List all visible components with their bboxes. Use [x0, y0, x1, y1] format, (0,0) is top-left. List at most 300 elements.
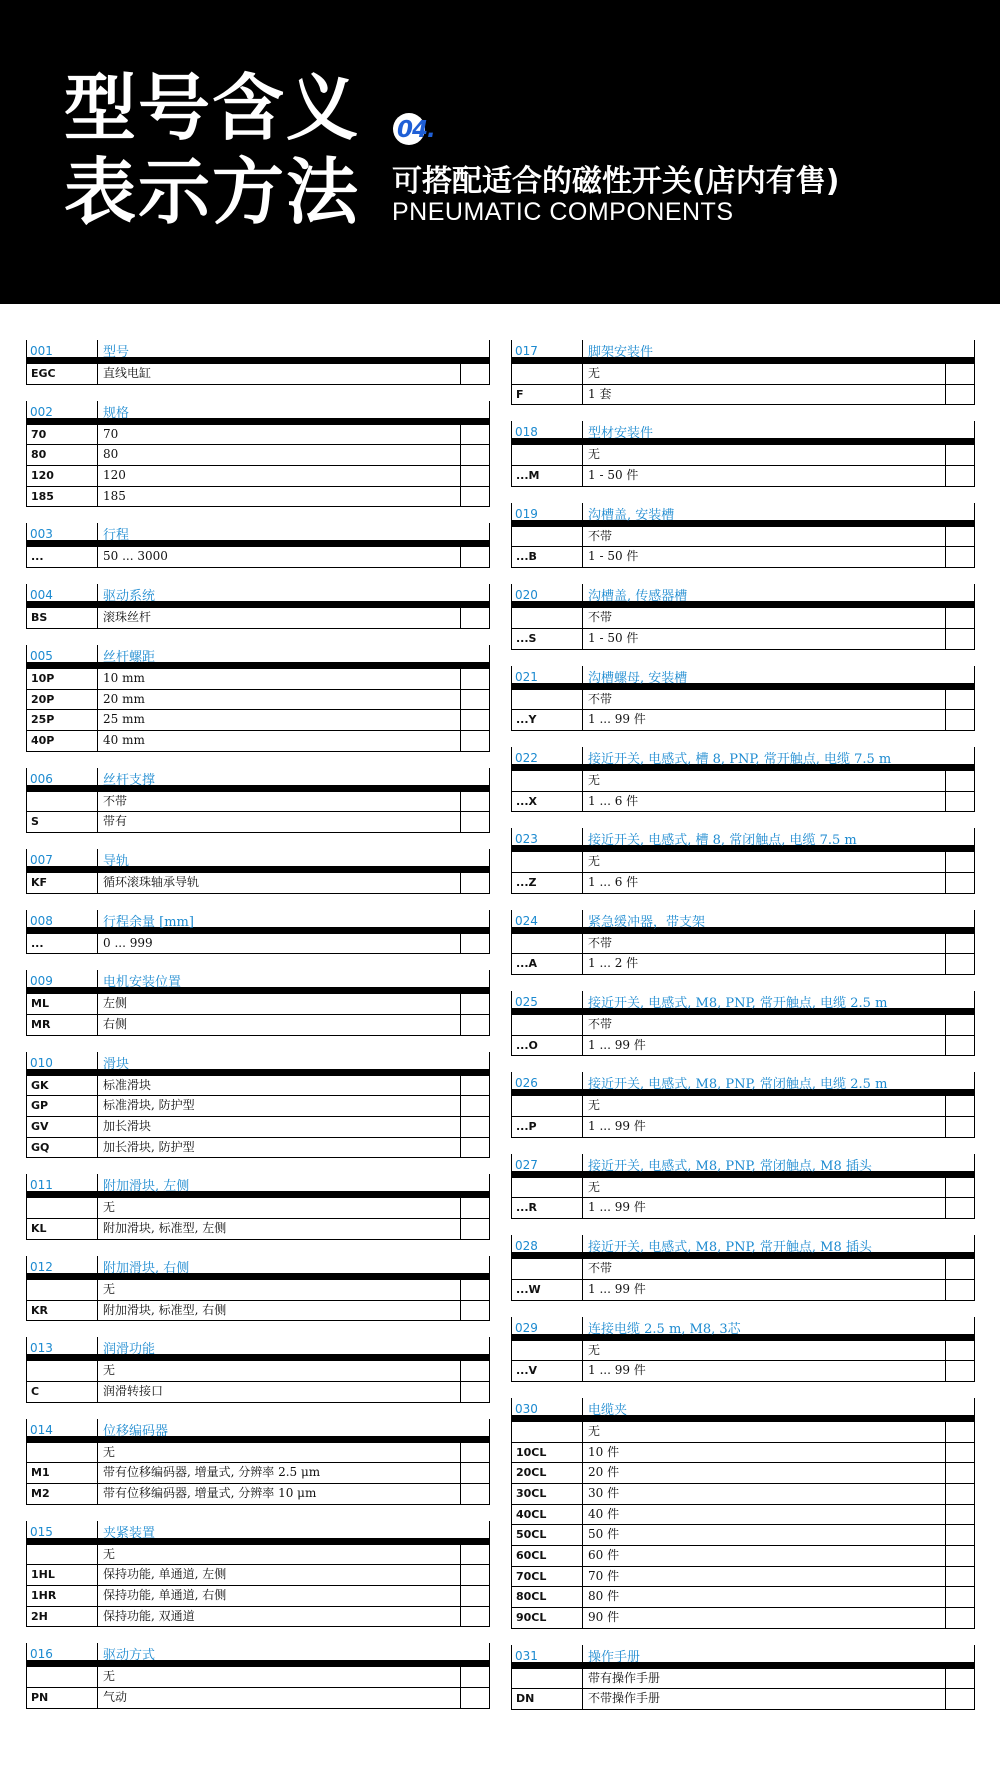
option-description: 带有操作手册 — [583, 1669, 946, 1689]
option-description: 1 - 50 件 — [583, 547, 946, 567]
section-number: 010 — [30, 1055, 53, 1070]
option-description: 20 件 — [583, 1463, 946, 1483]
option-code — [27, 1443, 98, 1463]
empty-cell — [461, 547, 489, 567]
divider-line — [511, 666, 512, 690]
empty-cell — [461, 1219, 489, 1239]
option-code — [27, 1280, 98, 1300]
divider-line — [26, 1052, 27, 1076]
divider-line — [26, 584, 27, 608]
table-row — [511, 1036, 975, 1057]
option-section — [26, 1417, 490, 1505]
option-section — [26, 1050, 490, 1159]
empty-cell — [946, 364, 974, 384]
option-code: KR — [27, 1301, 98, 1321]
divider-line — [582, 503, 583, 527]
option-code: ... — [27, 934, 98, 954]
empty-cell — [461, 1607, 489, 1627]
table-row — [26, 792, 490, 813]
section-header — [511, 908, 975, 934]
option-description: 保持功能, 双通道 — [98, 1607, 461, 1627]
divider-line — [489, 910, 490, 934]
table-row — [26, 364, 490, 385]
option-section — [511, 826, 975, 893]
section-title: 沟槽螺母, 安装槽 — [588, 670, 688, 686]
empty-cell — [946, 1259, 974, 1279]
option-description: 70 — [98, 425, 461, 445]
option-description: 无 — [583, 445, 946, 465]
divider-line — [511, 1072, 512, 1096]
option-section — [511, 501, 975, 568]
divider-line — [26, 645, 27, 669]
table-row — [26, 1361, 490, 1382]
option-code: MR — [27, 1015, 98, 1035]
divider-line — [582, 828, 583, 852]
divider-line — [97, 1256, 98, 1280]
empty-cell — [461, 1280, 489, 1300]
section-title: 丝杆螺距 — [103, 649, 156, 665]
empty-cell — [461, 425, 489, 445]
divider-line — [511, 1154, 512, 1178]
option-code: 120 — [27, 466, 98, 486]
divider-line — [97, 1337, 98, 1361]
section-number: 012 — [30, 1259, 53, 1274]
divider-line — [489, 340, 490, 364]
divider-line — [26, 1419, 27, 1443]
option-code: F — [512, 385, 583, 405]
section-title: 操作手册 — [588, 1649, 641, 1665]
option-code: 70 — [27, 425, 98, 445]
empty-cell — [946, 1341, 974, 1361]
section-number: 015 — [30, 1524, 53, 1539]
section-number: 006 — [30, 771, 53, 786]
option-code: 1HL — [27, 1565, 98, 1585]
divider-line — [974, 1645, 975, 1669]
option-description: 无 — [98, 1198, 461, 1218]
table-row — [26, 731, 490, 752]
option-section — [26, 399, 490, 508]
divider-line — [97, 401, 98, 425]
divider-line — [511, 1235, 512, 1259]
option-code: M2 — [27, 1484, 98, 1504]
table-row — [26, 1096, 490, 1117]
table-row — [511, 1689, 975, 1710]
option-code: 90CL — [512, 1608, 583, 1628]
divider-line — [511, 828, 512, 852]
table-row — [26, 466, 490, 487]
empty-cell — [461, 1015, 489, 1035]
option-code: 30CL — [512, 1484, 583, 1504]
option-section — [511, 664, 975, 731]
divider-line — [489, 970, 490, 994]
option-code: S — [27, 812, 98, 832]
empty-cell — [461, 1443, 489, 1463]
divider-line — [974, 421, 975, 445]
table-row — [26, 487, 490, 508]
empty-cell — [946, 466, 974, 486]
option-description: 1 ... 99 件 — [583, 1036, 946, 1056]
section-header — [26, 968, 490, 994]
option-code — [512, 1178, 583, 1198]
option-code: EGC — [27, 364, 98, 384]
empty-cell — [461, 1565, 489, 1585]
section-number: 001 — [30, 344, 53, 358]
option-description: 附加滑块, 标准型, 左侧 — [98, 1219, 461, 1239]
option-code: 40CL — [512, 1505, 583, 1525]
option-description: 带有位移编码器, 增量式, 分辨率 2.5 μm — [98, 1463, 461, 1483]
option-description: 无 — [583, 364, 946, 384]
option-description: 不带 — [583, 934, 946, 954]
table-row — [26, 445, 490, 466]
option-description: 50 件 — [583, 1525, 946, 1545]
divider-line — [97, 1643, 98, 1667]
divider-line — [26, 523, 27, 547]
empty-cell — [461, 1138, 489, 1158]
section-title: 接近开关, 电感式, M8, PNP, 常闭触点, 电缆 2.5 m — [588, 1077, 888, 1093]
section-number: 004 — [30, 588, 53, 603]
empty-cell — [946, 629, 974, 649]
option-description: 无 — [98, 1280, 461, 1300]
option-description: 滚珠丝杆 — [98, 608, 461, 628]
divider-line — [582, 340, 583, 364]
section-title: 驱动系统 — [103, 589, 156, 605]
empty-cell — [461, 1076, 489, 1096]
option-description: 1 ... 99 件 — [583, 710, 946, 730]
table-row — [26, 608, 490, 629]
divider-line — [582, 1072, 583, 1096]
option-description: 加长滑块, 防护型 — [98, 1138, 461, 1158]
option-description: 90 件 — [583, 1608, 946, 1628]
option-description: 保持功能, 单通道, 左侧 — [98, 1565, 461, 1585]
option-code: 80 — [27, 445, 98, 465]
section-number: 023 — [515, 832, 538, 847]
option-section — [511, 338, 975, 405]
subtitle-english: PNEUMATIC COMPONENTS — [392, 198, 734, 226]
empty-cell — [461, 873, 489, 893]
empty-cell — [461, 1361, 489, 1381]
section-title: 型号 — [103, 345, 130, 360]
table-row — [511, 1198, 975, 1219]
option-code: ...V — [512, 1361, 583, 1381]
table-row — [26, 669, 490, 690]
section-title: 驱动方式 — [103, 1648, 156, 1664]
empty-cell — [461, 487, 489, 507]
section-title: 附加滑块, 右侧 — [103, 1260, 190, 1276]
table-row — [511, 1096, 975, 1117]
table-row — [26, 934, 490, 955]
section-title: 沟槽盖, 安装槽 — [588, 507, 675, 523]
option-description: 直线电缸 — [98, 364, 461, 384]
empty-cell — [461, 669, 489, 689]
divider-line — [97, 849, 98, 873]
option-code: 10P — [27, 669, 98, 689]
table-row — [26, 1484, 490, 1505]
section-number: 020 — [515, 588, 538, 603]
empty-cell — [946, 547, 974, 567]
table-row — [26, 690, 490, 711]
section-title: 沟槽盖, 传感器槽 — [588, 589, 688, 605]
section-number: 021 — [515, 669, 538, 684]
table-row — [511, 934, 975, 955]
option-code: GP — [27, 1096, 98, 1116]
section-header — [511, 745, 975, 771]
empty-cell — [461, 1198, 489, 1218]
divider-line — [511, 747, 512, 771]
empty-cell — [461, 608, 489, 628]
option-description: 无 — [98, 1443, 461, 1463]
option-section — [511, 1396, 975, 1629]
option-code — [512, 1341, 583, 1361]
section-number: 027 — [515, 1157, 538, 1172]
divider-line — [97, 1521, 98, 1545]
section-title: 导轨 — [103, 853, 130, 869]
option-description: 1 ... 2 件 — [583, 954, 946, 974]
option-section — [26, 338, 490, 385]
option-description: 润滑转接口 — [98, 1382, 461, 1402]
page-title — [64, 66, 360, 234]
option-section — [511, 989, 975, 1056]
right-column — [511, 338, 975, 1724]
table-row — [511, 445, 975, 466]
divider-line — [26, 1643, 27, 1667]
table-row — [511, 1587, 975, 1608]
option-description: 1 ... 99 件 — [583, 1361, 946, 1381]
divider-line — [511, 1317, 512, 1341]
section-header — [26, 1254, 490, 1280]
left-column — [26, 338, 490, 1723]
divider-line — [97, 1174, 98, 1198]
option-code: 185 — [27, 487, 98, 507]
divider-line — [582, 1645, 583, 1669]
empty-cell — [946, 934, 974, 954]
section-header — [26, 643, 490, 669]
divider-line — [26, 401, 27, 425]
section-header — [511, 664, 975, 690]
option-section — [511, 1152, 975, 1219]
empty-cell — [946, 1689, 974, 1709]
divider-line — [26, 849, 27, 873]
option-description: 无 — [583, 1096, 946, 1116]
option-code: 25P — [27, 710, 98, 730]
title-line-1: 型号含义 — [64, 66, 361, 150]
divider-line — [26, 768, 27, 792]
table-row — [511, 873, 975, 894]
table-row — [26, 1565, 490, 1586]
section-title: 行程余量 [mm] — [103, 914, 194, 930]
section-header — [511, 1643, 975, 1669]
table-row — [511, 1422, 975, 1443]
option-section — [511, 1643, 975, 1710]
option-description: 0 ... 999 — [98, 934, 461, 954]
option-code: 10CL — [512, 1443, 583, 1463]
empty-cell — [461, 1301, 489, 1321]
option-description: 10 mm — [98, 669, 461, 689]
option-section — [26, 1641, 490, 1708]
option-description: 25 mm — [98, 710, 461, 730]
option-code — [512, 364, 583, 384]
option-code: 2H — [27, 1607, 98, 1627]
empty-cell — [461, 710, 489, 730]
option-description: 1 ... 99 件 — [583, 1198, 946, 1218]
empty-cell — [946, 1280, 974, 1300]
option-description: 无 — [98, 1361, 461, 1381]
divider-line — [582, 1235, 583, 1259]
empty-cell — [946, 954, 974, 974]
section-header — [26, 847, 490, 873]
section-number: 029 — [515, 1320, 538, 1335]
empty-cell — [461, 812, 489, 832]
section-number: 026 — [515, 1076, 538, 1091]
option-description: 不带 — [583, 608, 946, 628]
section-number: 013 — [30, 1341, 53, 1356]
option-code — [27, 1198, 98, 1218]
divider-line — [974, 828, 975, 852]
subtitle: 可搭配适合的磁性开关(店内有售) — [392, 164, 840, 199]
empty-cell — [946, 1484, 974, 1504]
section-title: 润滑功能 — [103, 1342, 156, 1358]
option-description: 不带 — [583, 527, 946, 547]
option-description: 80 件 — [583, 1587, 946, 1607]
option-description: 气动 — [98, 1688, 461, 1708]
option-description: 60 件 — [583, 1546, 946, 1566]
option-code: KF — [27, 873, 98, 893]
option-section — [511, 582, 975, 649]
section-header — [511, 582, 975, 608]
option-code: PN — [27, 1688, 98, 1708]
table-row — [511, 1178, 975, 1199]
option-description: 80 — [98, 445, 461, 465]
option-code: M1 — [27, 1463, 98, 1483]
option-section — [26, 643, 490, 752]
divider-line — [489, 584, 490, 608]
option-section — [511, 908, 975, 975]
option-section — [26, 968, 490, 1035]
divider-line — [511, 584, 512, 608]
section-title: 接近开关, 电感式, M8, PNP, 常开触点, M8 插头 — [588, 1240, 872, 1256]
option-section — [511, 745, 975, 812]
option-code: GV — [27, 1117, 98, 1137]
option-description: 1 ... 6 件 — [583, 792, 946, 812]
empty-cell — [461, 1096, 489, 1116]
empty-cell — [946, 792, 974, 812]
divider-line — [97, 768, 98, 792]
table-row — [511, 547, 975, 568]
option-section — [26, 908, 490, 955]
divider-line — [489, 401, 490, 425]
divider-line — [974, 584, 975, 608]
table-row — [511, 710, 975, 731]
divider-line — [97, 910, 98, 934]
table-row — [511, 527, 975, 548]
empty-cell — [461, 792, 489, 812]
table-row — [511, 1117, 975, 1138]
table-row — [511, 1443, 975, 1464]
divider-line — [511, 991, 512, 1015]
section-header — [26, 1519, 490, 1545]
divider-line — [26, 340, 27, 364]
divider-line — [582, 1398, 583, 1422]
table-row — [26, 547, 490, 568]
option-code: BS — [27, 608, 98, 628]
divider-line — [511, 1645, 512, 1669]
table-row — [26, 1138, 490, 1159]
option-description: 40 件 — [583, 1505, 946, 1525]
divider-line — [97, 1419, 98, 1443]
option-code: 70CL — [512, 1567, 583, 1587]
option-code: DN — [512, 1689, 583, 1709]
option-description: 不带 — [583, 1259, 946, 1279]
option-description: 30 件 — [583, 1484, 946, 1504]
empty-cell — [946, 1198, 974, 1218]
section-number: 016 — [30, 1647, 53, 1662]
empty-cell — [946, 771, 974, 791]
divider-line — [97, 970, 98, 994]
section-title: 接近开关, 电感式, M8, PNP, 常闭触点, M8 插头 — [588, 1158, 872, 1174]
option-description: 无 — [98, 1545, 461, 1565]
option-code — [27, 1361, 98, 1381]
divider-line — [489, 1174, 490, 1198]
option-code: C — [27, 1382, 98, 1402]
empty-cell — [946, 1505, 974, 1525]
section-header — [511, 1152, 975, 1178]
table-row — [26, 1545, 490, 1566]
divider-line — [489, 1256, 490, 1280]
empty-cell — [946, 710, 974, 730]
table-row — [511, 1669, 975, 1690]
empty-cell — [946, 1567, 974, 1587]
option-code — [512, 608, 583, 628]
divider-line — [974, 910, 975, 934]
empty-cell — [946, 1096, 974, 1116]
divider-line — [974, 1317, 975, 1341]
option-description: 不带操作手册 — [583, 1689, 946, 1709]
option-code: 80CL — [512, 1587, 583, 1607]
empty-cell — [461, 445, 489, 465]
option-description: 10 件 — [583, 1443, 946, 1463]
option-description: 40 mm — [98, 731, 461, 751]
divider-line — [582, 910, 583, 934]
divider-line — [582, 747, 583, 771]
option-code — [27, 1667, 98, 1687]
table-row — [511, 954, 975, 975]
option-code — [512, 527, 583, 547]
option-code — [27, 1545, 98, 1565]
section-header — [511, 501, 975, 527]
option-code — [512, 690, 583, 710]
option-code — [512, 934, 583, 954]
option-description: 1 ... 99 件 — [583, 1117, 946, 1137]
section-header — [26, 1172, 490, 1198]
divider-line — [26, 910, 27, 934]
section-header — [26, 766, 490, 792]
option-code: ML — [27, 994, 98, 1014]
divider-line — [489, 849, 490, 873]
table-row — [511, 771, 975, 792]
table-row — [26, 1076, 490, 1097]
option-code: ...A — [512, 954, 583, 974]
divider-line — [582, 421, 583, 445]
empty-cell — [946, 690, 974, 710]
section-header — [511, 826, 975, 852]
divider-line — [974, 1398, 975, 1422]
table-row — [511, 1525, 975, 1546]
section-number: 003 — [30, 527, 53, 542]
option-code: ...Z — [512, 873, 583, 893]
divider-line — [511, 1398, 512, 1422]
table-row — [511, 1608, 975, 1629]
option-code: 20CL — [512, 1463, 583, 1483]
section-number: 030 — [515, 1401, 538, 1416]
